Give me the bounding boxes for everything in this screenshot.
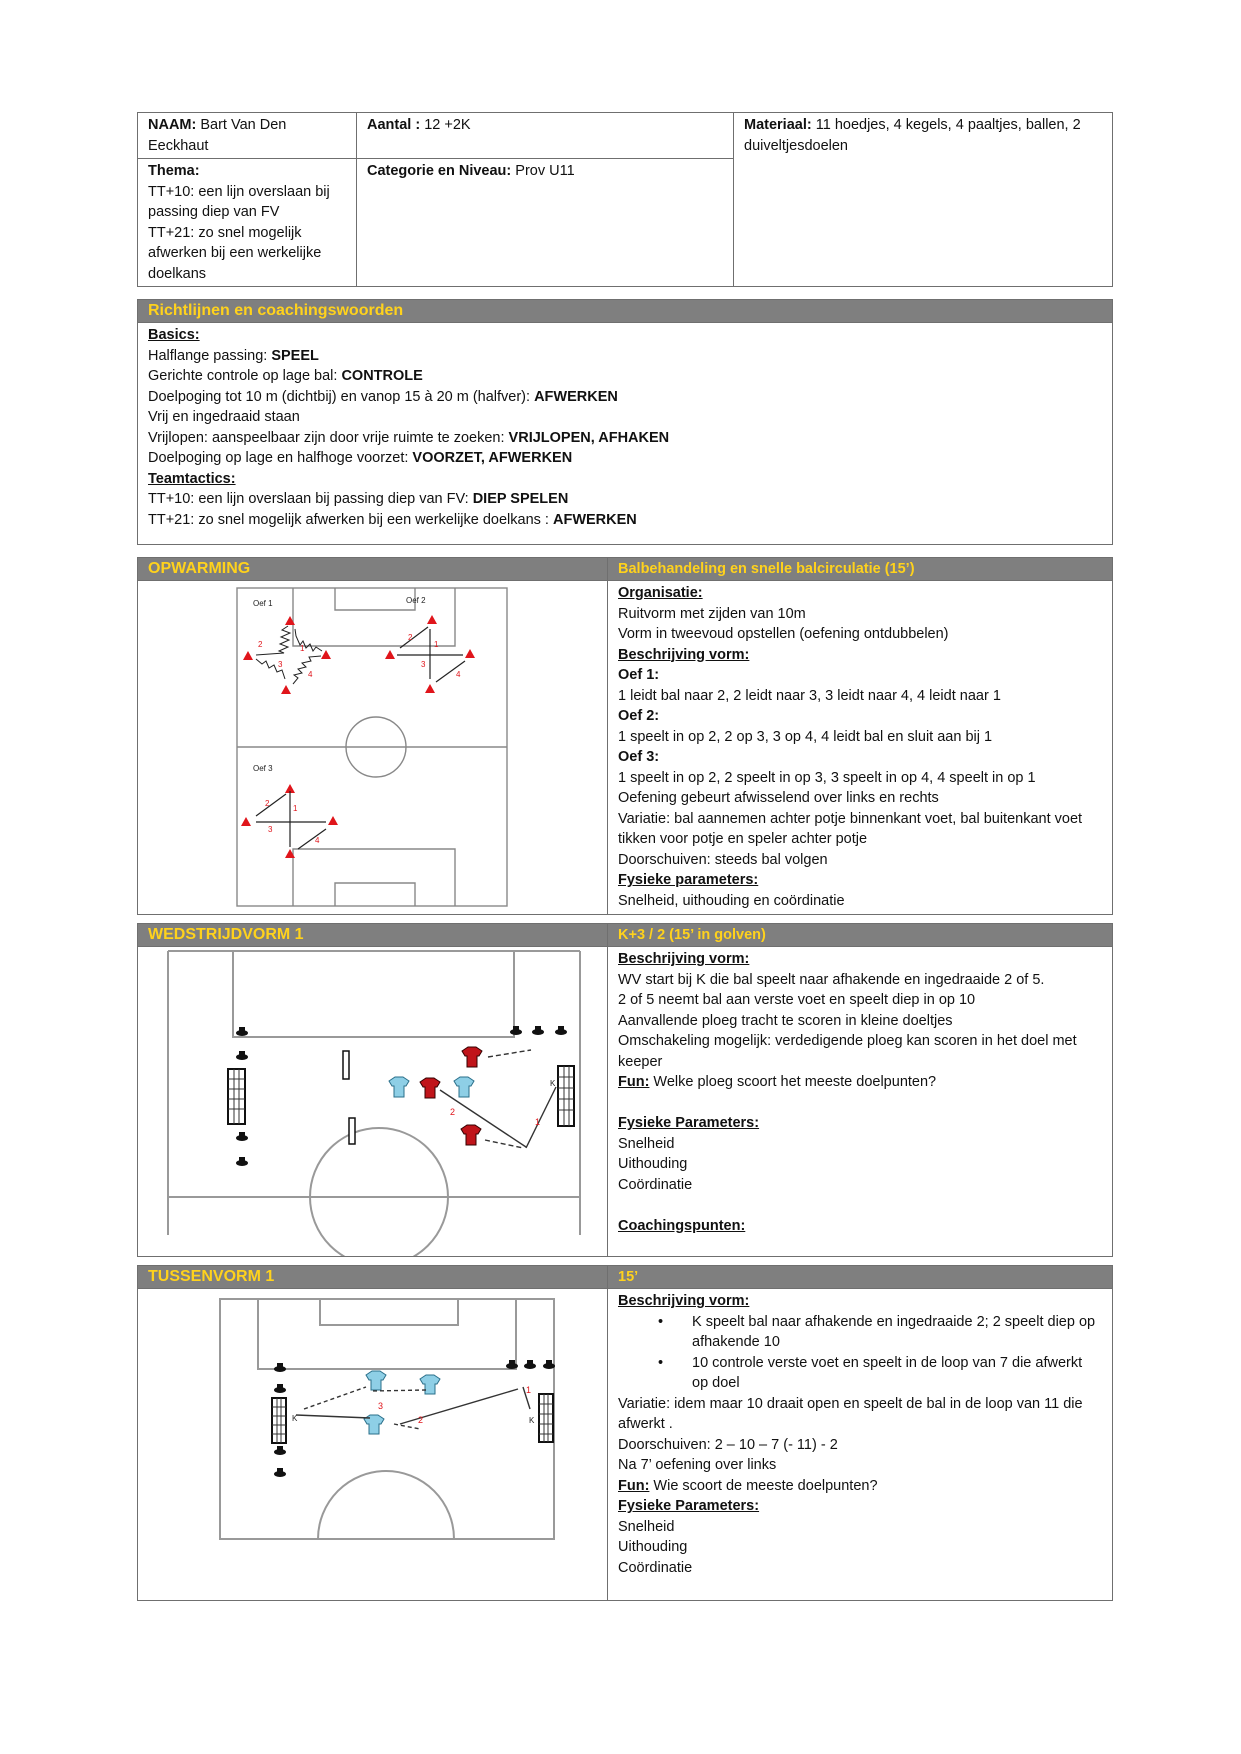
- wedstrijdvorm-diagram-cell: [138, 947, 608, 1256]
- tussenvorm-title: TUSSENVORM 1: [138, 1266, 608, 1288]
- blue-shirt-icon: [366, 1371, 386, 1390]
- label-2: 2: [450, 1107, 456, 1117]
- basics-item: Vrijlopen: aanspeelbaar zijn door vrije ruimte te zoeken: VRIJLOPEN, AFHAKEN: [148, 429, 670, 446]
- categorie-cell: [357, 159, 734, 287]
- page: [137, 112, 1113, 1601]
- cone-icon: [281, 685, 291, 694]
- oef3-heading: Oef 3:: [618, 749, 660, 765]
- tussenvorm-subtitle: 15’: [618, 1269, 639, 1285]
- opwarming-section: [137, 557, 1113, 915]
- thema-cell: [138, 159, 357, 287]
- aantal-cell: [357, 113, 734, 159]
- fun-text: Welke ploeg scoort het meeste doelpunten?: [649, 1074, 937, 1090]
- tussenvorm-pitch-diagram: [138, 1289, 607, 1600]
- tv-arrows: [296, 1387, 530, 1429]
- organisatie-line: Vorm in tweevoud opstellen (oefening ontdubbelen): [618, 626, 949, 642]
- teamtactics-item: TT+10: een lijn overslaan bij passing diep van FV: DIEP SPELEN: [148, 491, 569, 507]
- label-4: 4: [308, 670, 313, 679]
- goal-icon: [272, 1398, 286, 1443]
- red-shirt-icon: [420, 1078, 440, 1098]
- hats: [274, 1360, 555, 1477]
- opwarming-body: [138, 581, 1112, 914]
- players-blue: [364, 1371, 440, 1434]
- basics-item: Halflange passing: SPEEL: [148, 347, 319, 364]
- tussenvorm-diagram-cell: [138, 1289, 608, 1600]
- label-1: 1: [535, 1117, 541, 1127]
- label-1: 1: [293, 804, 298, 813]
- cone-icon: [321, 650, 331, 659]
- wedstrijdvorm-title: WEDSTRIJDVORM 1: [138, 924, 608, 946]
- categorie-label: Categorie en Niveau:: [367, 163, 512, 179]
- blue-shirt-icon: [389, 1077, 409, 1097]
- materiaal-label: Materiaal:: [744, 117, 812, 133]
- goal-icon: [558, 1066, 574, 1126]
- goal-right: [558, 1066, 574, 1126]
- naam-value: Bart Van Den Eeckhaut: [148, 117, 287, 154]
- fun-text: Wie scoort de meeste doelpunten?: [649, 1477, 878, 1494]
- wedstrijdvorm-pitch-diagram: [138, 947, 607, 1256]
- goal-left: [228, 1069, 245, 1124]
- extra-line: Oefening gebeurt afwisselend over links en rechts: [618, 790, 939, 806]
- goal-icon: [539, 1394, 553, 1442]
- thema-label: Thema:: [148, 163, 200, 179]
- oef2-text: 1 speelt in op 2, 2 op 3, 3 op 4, 4 leidt bal en sluit aan bij 1: [618, 728, 993, 745]
- label-2: 2: [408, 633, 413, 642]
- opwarming-text: [608, 581, 1112, 914]
- blue-shirt-icon: [420, 1375, 440, 1394]
- wedstrijdvorm-section: [137, 923, 1113, 1257]
- keeper-label: K: [292, 1414, 298, 1423]
- thema-line-2: TT+21: zo snel mogelijk afwerken bij een werkelijke doelkans: [148, 224, 322, 282]
- wedstrijdvorm-body: [138, 947, 1112, 1256]
- cone-icon: [243, 651, 253, 660]
- variatie-line: Variatie: idem maar 10 draait open en speelt de bal in de loop van 11 die afwerkt .: [618, 1395, 1083, 1432]
- beschrijving-line: Omschakeling mogelijk: verdedigende ploeg kan scoren in het doel met keeper: [618, 1033, 1077, 1070]
- beschrijving-line: 2 of 5 neemt bal aan verste voet en speelt diep in op 10: [618, 992, 976, 1008]
- fysieke-item: Coördinatie: [618, 1559, 693, 1576]
- fysieke-item: Coördinatie: [618, 1176, 693, 1193]
- thema-line-1: TT+10: een lijn overslaan bij passing diep van FV: [148, 183, 330, 220]
- label-1: 1: [526, 1385, 532, 1395]
- oef1-label: Oef 1: [253, 599, 273, 608]
- richtlijnen-title: Richtlijnen en coachingswoorden: [138, 300, 1112, 323]
- beschrijving-label: Beschrijving vorm:: [618, 646, 750, 663]
- wedstrijdvorm-subtitle: K+3 / 2 (15’ in golven): [618, 927, 766, 943]
- opwarming-header: [138, 558, 1112, 581]
- richtlijnen-body: [138, 323, 1112, 544]
- fun-line: [618, 1476, 1102, 1497]
- cone-icon: [241, 817, 251, 826]
- aantal-value: 12 +2K: [424, 117, 471, 133]
- naam-label: NAAM:: [148, 117, 197, 133]
- teamtactics-item: TT+21: zo snel mogelijk afwerken bij een werkelijke doelkans : AFWERKEN: [148, 511, 637, 528]
- label-2: 2: [265, 799, 270, 808]
- label-4: 4: [456, 670, 461, 679]
- tussenvorm-bullets: [618, 1312, 1102, 1394]
- bullet-item: • K speelt bal naar afhakende en ingedraaide 2; 2 speelt diep op afhakende 10: [692, 1312, 1102, 1353]
- keeper-label: K: [550, 1079, 556, 1088]
- cone-icon: [328, 816, 338, 825]
- oef2-label: Oef 2: [406, 596, 426, 605]
- opwarming-pitch-diagram: [138, 581, 607, 914]
- beschrijving-line: WV start bij K die bal speelt naar afhakende en ingedraaide 2 of 5.: [618, 971, 1045, 988]
- header-table: [137, 112, 1113, 287]
- label-1: 1: [300, 644, 305, 653]
- small-goals: [343, 1051, 355, 1144]
- oef3-label: Oef 3: [253, 764, 273, 773]
- organisatie-line: Ruitvorm met zijden van 10m: [618, 605, 806, 622]
- goal-left: [272, 1398, 286, 1443]
- fun-line: [618, 1072, 1102, 1093]
- keeper-label: K: [529, 1416, 535, 1425]
- red-shirt-icon: [462, 1047, 482, 1067]
- fysieke-item: Uithouding: [618, 1156, 688, 1172]
- cone-icon: [427, 615, 437, 624]
- fysieke-text: Snelheid, uithouding en coördinatie: [618, 892, 845, 909]
- fun-label: Fun:: [618, 1477, 650, 1494]
- organisatie-label: Organisatie:: [618, 585, 703, 601]
- wv-arrows: [440, 1050, 556, 1148]
- beschrijving-line: Aanvallende ploeg tracht te scoren in kleine doeltjes: [618, 1012, 953, 1029]
- players-red: [420, 1047, 482, 1145]
- basics-item: Doelpoging tot 10 m (dichtbij) en vanop 15 à 20 m (halfver): AFWERKEN: [148, 388, 618, 405]
- cone-icon: [425, 684, 435, 693]
- label-3: 3: [421, 660, 426, 669]
- oef1-text: 1 leidt bal naar 2, 2 leidt naar 3, 3 leidt naar 4, 4 leidt naar 1: [618, 687, 1001, 704]
- doorschuiven-line: Doorschuiven: 2 – 10 – 7 (- 11) - 2: [618, 1436, 838, 1453]
- basics-item: Gerichte controle op lage bal: CONTROLE: [148, 368, 423, 384]
- materiaal-value: 11 hoedjes, 4 kegels, 4 paaltjes, ballen, 2 duiveltjesdoelen: [744, 117, 1081, 154]
- bullet-item: • 10 controle verste voet en speelt in de loop van 7 die afwerkt op doel: [692, 1353, 1102, 1394]
- goal-icon: [228, 1069, 245, 1124]
- label-4: 4: [315, 836, 320, 845]
- categorie-value: Prov U11: [515, 163, 575, 179]
- basics-label: Basics:: [148, 327, 200, 343]
- aantal-label: Aantal :: [367, 117, 421, 133]
- wedstrijdvorm-header: [138, 924, 1112, 947]
- tussenvorm-body: [138, 1289, 1112, 1600]
- oef2-heading: Oef 2:: [618, 708, 660, 724]
- basics-item: Doelpoging op lage en halfhoge voorzet: VOORZET, AFWERKEN: [148, 450, 573, 466]
- label-3: 3: [278, 660, 283, 669]
- cone-icon: [465, 649, 475, 658]
- materiaal-cell: [734, 113, 1113, 287]
- beschrijving-label: Beschrijving vorm:: [618, 1293, 750, 1309]
- tussenvorm-section: [137, 1265, 1113, 1601]
- fysieke-item: Snelheid: [618, 1518, 675, 1535]
- label-3: 3: [268, 825, 273, 834]
- oefening-line: Na 7’ oefening over links: [618, 1457, 777, 1473]
- fysieke-item: Snelheid: [618, 1135, 675, 1152]
- naam-cell: [138, 113, 357, 159]
- tussenvorm-text: [608, 1289, 1112, 1600]
- small-goal-icon: [349, 1118, 355, 1144]
- opwarming-diagram-cell: [138, 581, 608, 914]
- opwarming-title: OPWARMING: [138, 558, 608, 580]
- richtlijnen-section: [137, 299, 1113, 545]
- tussenvorm-header: [138, 1266, 1112, 1289]
- basics-item: Vrij en ingedraaid staan: [148, 409, 300, 425]
- extra-line: Variatie: bal aannemen achter potje binnenkant voet, bal buitenkant voet tikken voor potje en speler achter potje: [618, 810, 1083, 847]
- fun-label: Fun:: [618, 1074, 650, 1090]
- wedstrijdvorm-text: [608, 947, 1112, 1256]
- fysieke-label: Fysieke Parameters:: [618, 1498, 760, 1514]
- coaching-label: Coachingspunten:: [618, 1217, 746, 1234]
- label-3: 3: [378, 1401, 384, 1411]
- label-2: 2: [418, 1415, 424, 1425]
- label-2: 2: [258, 640, 263, 649]
- fysieke-item: Uithouding: [618, 1539, 688, 1555]
- oef1-heading: Oef 1:: [618, 667, 660, 683]
- label-1: 1: [434, 640, 439, 649]
- small-goal-icon: [343, 1051, 349, 1079]
- teamtactics-label: Teamtactics:: [148, 470, 236, 487]
- blue-shirt-icon: [454, 1077, 474, 1097]
- oef3-text: 1 speelt in op 2, 2 speelt in op 3, 3 speelt in op 4, 4 speelt in op 1: [618, 769, 1036, 786]
- red-shirt-icon: [461, 1125, 481, 1145]
- goal-right: [539, 1394, 553, 1442]
- fysieke-label: Fysieke parameters:: [618, 872, 759, 888]
- cone-icon: [385, 650, 395, 659]
- opwarming-subtitle: Balbehandeling en snelle balcirculatie (15’): [618, 561, 915, 577]
- fysieke-label: Fysieke Parameters:: [618, 1115, 760, 1131]
- beschrijving-label: Beschrijving vorm:: [618, 951, 750, 967]
- extra-line: Doorschuiven: steeds bal volgen: [618, 851, 828, 868]
